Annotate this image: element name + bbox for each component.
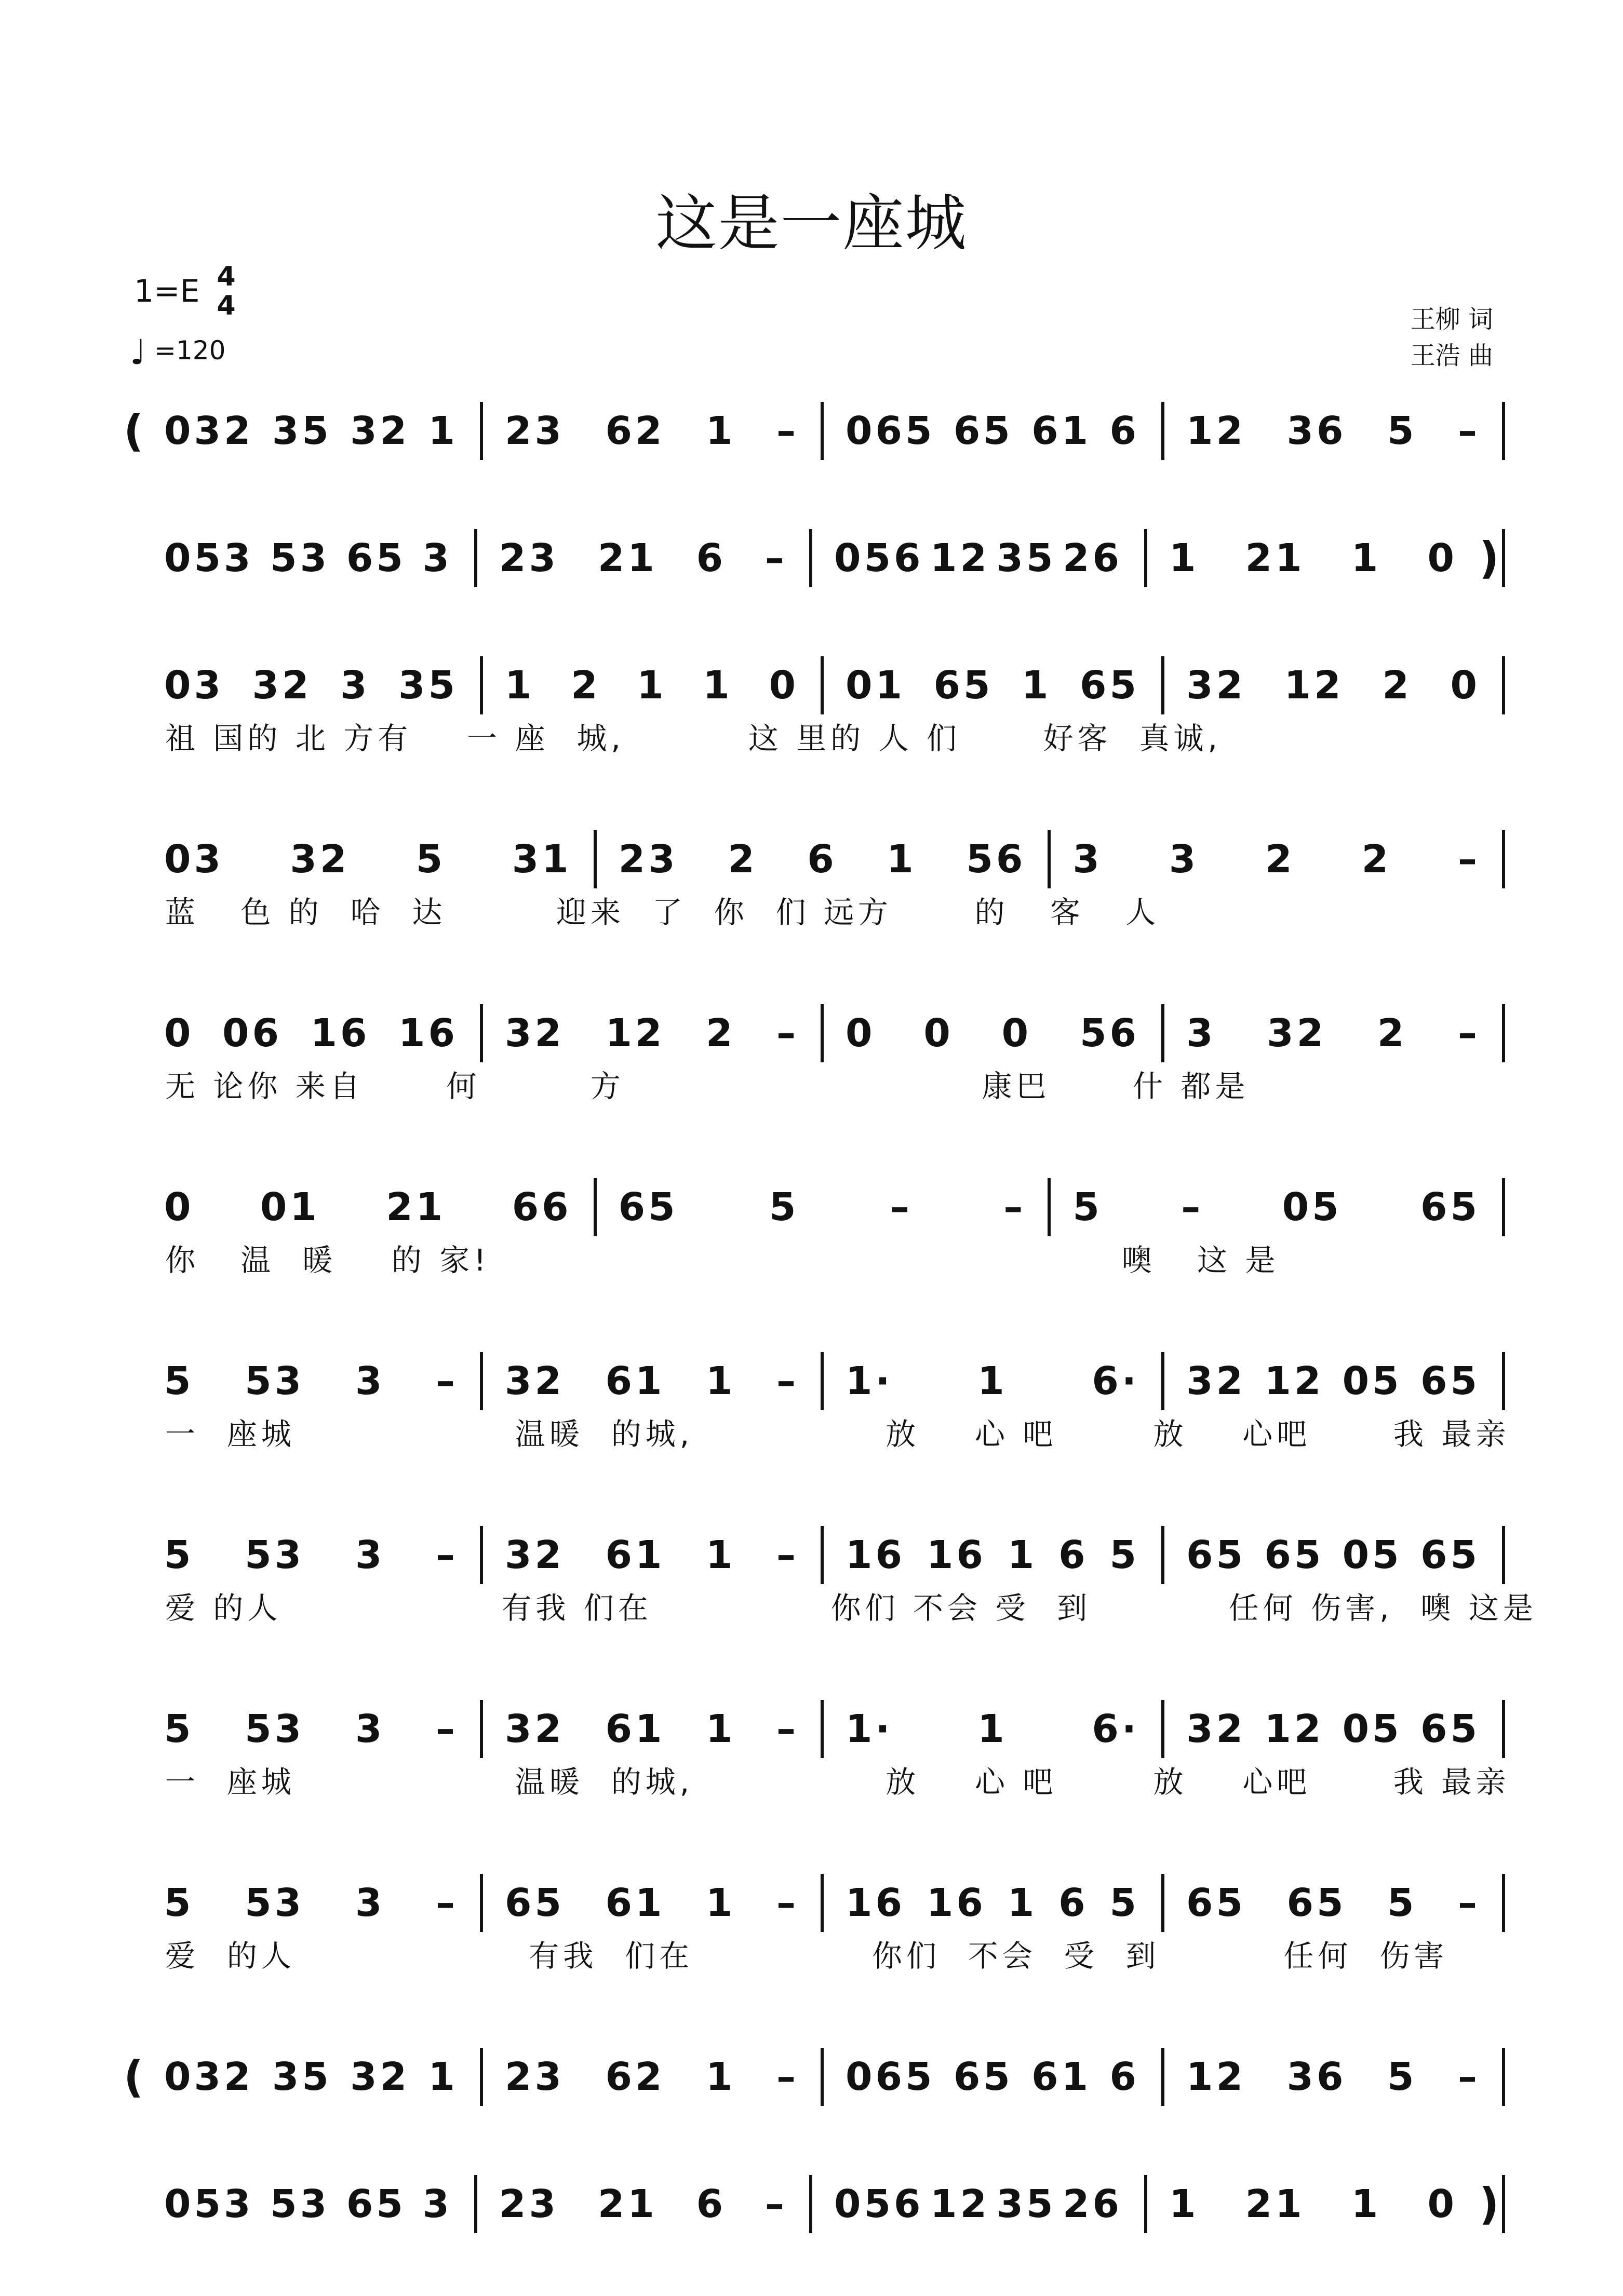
note-group: 1: [1007, 1533, 1038, 1577]
composer-credit: 王浩 曲: [1410, 341, 1493, 370]
lyrics-line: 一 座城 温暖 的城, 放 心 吧 放 心吧 我 最亲: [165, 1764, 1510, 1800]
open-parenthesis: (: [124, 406, 144, 456]
measure: [824, 409, 1161, 453]
measure: [824, 663, 1161, 708]
note-group: 1: [887, 837, 917, 882]
lyrics-line: 你 温 暖 的 家! 噢 这 是: [165, 1242, 1280, 1278]
note-group: 16: [926, 1881, 986, 1925]
lyrics-line: 祖 国的 北 方有 一 座 城, 这 里的 人 们 好客 真诚,: [165, 721, 1222, 756]
note-group: 6: [1109, 2055, 1139, 2099]
lyrics-line: 蓝 色 的 哈 达 迎来 了 你 们 远方 的 客 人: [165, 895, 1160, 930]
note-group: 32: [505, 1533, 565, 1577]
note-group: 1: [705, 1707, 736, 1751]
barline: [1502, 830, 1505, 888]
note-group: –: [1003, 1185, 1026, 1230]
note-group: –: [776, 409, 799, 453]
note-group: 3: [1169, 837, 1199, 882]
note-group: 1: [705, 1359, 736, 1403]
note-group: 6: [696, 2182, 727, 2226]
note-group: 0: [1450, 663, 1480, 708]
note-group: 5: [164, 1881, 194, 1925]
note-group: 65: [1420, 1533, 1480, 1577]
note-group: 1: [1022, 663, 1052, 708]
note-group: 6: [696, 536, 727, 580]
note-group: 61: [605, 1533, 665, 1577]
note-group: 21: [1245, 536, 1305, 580]
note-group: 3: [355, 1359, 385, 1403]
measure: [1147, 2182, 1479, 2226]
notation-system: [124, 1874, 1505, 1975]
barline: [1502, 656, 1505, 714]
note-group: 1: [705, 2055, 736, 2099]
note-group: 65: [953, 2055, 1013, 2099]
note-group: 32: [505, 1707, 565, 1751]
close-parenthesis: ): [1479, 533, 1499, 584]
note-group: 53: [245, 1707, 305, 1751]
open-parenthesis: (: [124, 2051, 144, 2102]
note-group: 32: [1186, 663, 1246, 708]
note-group: 3: [355, 1533, 385, 1577]
note-group: –: [776, 1881, 799, 1925]
note-group: 1: [428, 409, 458, 453]
note-group: 12: [1186, 409, 1246, 453]
note-group: 6·: [1092, 1707, 1139, 1751]
note-group: –: [776, 1707, 799, 1751]
measure: [1164, 1011, 1502, 1056]
measure: [483, 2055, 821, 2099]
note-group: 65: [618, 1185, 678, 1230]
note-group: 32: [1186, 1707, 1246, 1751]
note-group: 1: [1351, 536, 1381, 580]
music-line: [124, 1005, 1505, 1062]
note-group: –: [436, 1881, 458, 1925]
measure: [142, 837, 594, 882]
notation-system: [124, 1700, 1510, 1801]
note-group: 3: [1072, 837, 1103, 882]
note-group: 05: [1342, 1533, 1402, 1577]
note-group: 35: [272, 409, 332, 453]
note-group: 32: [350, 2055, 410, 2099]
note-group: 66: [512, 1185, 572, 1230]
measure: [483, 1359, 821, 1403]
measure: [824, 1533, 1161, 1577]
measure: [483, 1011, 821, 1056]
barline: [1502, 1178, 1505, 1236]
note-group: 32: [1267, 1011, 1327, 1056]
note-group: 65: [1080, 663, 1139, 708]
measure: [1051, 837, 1502, 882]
note-group: 35: [272, 2055, 332, 2099]
barline: [1502, 2175, 1505, 2233]
note-group: 03: [164, 837, 224, 882]
note-group: 23: [499, 536, 559, 580]
note-group: –: [765, 536, 787, 580]
measure: [824, 1881, 1161, 1925]
note-group: 5: [1109, 1533, 1139, 1577]
note-group: 1: [705, 1881, 736, 1925]
note-group: 53: [245, 1881, 305, 1925]
note-group: 5: [1387, 409, 1417, 453]
note-group: 0: [1001, 1011, 1032, 1056]
measure: [812, 2182, 1144, 2226]
note-group: 1: [1351, 2182, 1381, 2226]
music-line: [124, 402, 1505, 460]
note-group: 65: [346, 536, 406, 580]
note-group: 5: [164, 1707, 194, 1751]
note-group: 65: [953, 409, 1013, 453]
barline: [1502, 1526, 1505, 1584]
music-line: [124, 2176, 1505, 2233]
measure: [142, 1359, 480, 1403]
time-signature-bottom: 4: [217, 290, 236, 321]
note-group: 065: [846, 2055, 935, 2099]
measure: [824, 2055, 1161, 2099]
note-group: 12: [1264, 1707, 1324, 1751]
note-group: 12: [605, 1011, 665, 1056]
note-group: 1: [705, 1533, 736, 1577]
note-group: 2: [571, 663, 601, 708]
note-group: 32: [252, 663, 312, 708]
measure: [483, 1707, 821, 1751]
note-group: 0: [164, 1185, 194, 1230]
note-group: 3: [422, 536, 452, 580]
note-group: 0: [923, 1011, 954, 1056]
note-group: –: [776, 1011, 799, 1056]
note-group: 6: [1058, 1533, 1089, 1577]
note-group: 0: [846, 1011, 876, 1056]
tempo-marking: [130, 332, 225, 372]
note-group: 5: [164, 1359, 194, 1403]
note-group: 65: [933, 663, 994, 708]
measure: [1147, 536, 1479, 580]
note-group: 21: [597, 536, 658, 580]
measure: [142, 1533, 480, 1577]
note-group: –: [1458, 1011, 1480, 1056]
key-signature: [134, 262, 236, 320]
note-group: 21: [597, 2182, 658, 2226]
note-group: 2: [728, 837, 758, 882]
measure: [142, 2055, 480, 2099]
notation-system: [124, 402, 1505, 460]
note-group: 61: [1031, 409, 1092, 453]
barline: [1502, 1004, 1505, 1062]
notation-system: [124, 2176, 1505, 2233]
barline: [1502, 1700, 1505, 1758]
note-group: 35: [996, 536, 1056, 580]
measure: [142, 536, 474, 580]
music-line: [124, 530, 1505, 587]
note-group: 5: [1072, 1185, 1103, 1230]
note-group: 32: [1186, 1359, 1246, 1403]
note-group: 0: [769, 663, 799, 708]
note-group: 53: [245, 1533, 305, 1577]
note-group: 5: [415, 837, 446, 882]
note-group: 23: [618, 837, 678, 882]
note-group: 056: [834, 536, 924, 580]
note-group: 6: [1109, 409, 1139, 453]
note-group: 01: [260, 1185, 320, 1230]
note-group: 01: [846, 663, 905, 708]
note-group: 1: [977, 1359, 1008, 1403]
lyrics-line: 爱 的人 有我 们在 你们 不会 受 到 任何 伤害: [165, 1938, 1448, 1974]
note-group: 65: [1186, 1881, 1246, 1925]
note-group: 2: [1361, 837, 1392, 882]
note-group: 1: [1169, 2182, 1199, 2226]
note-group: 1: [505, 663, 535, 708]
note-group: –: [765, 2182, 787, 2226]
note-group: 5: [164, 1533, 194, 1577]
note-group: 03: [164, 663, 224, 708]
note-group: 053: [164, 536, 254, 580]
key-label: 1=E: [134, 273, 200, 309]
barline: [1502, 529, 1505, 587]
note-group: –: [776, 1359, 799, 1403]
measure: [812, 536, 1144, 580]
note-group: 3: [1186, 1011, 1216, 1056]
notation-system: [124, 1353, 1510, 1453]
barline: [1502, 1352, 1505, 1410]
note-group: 1: [703, 663, 733, 708]
measure: [597, 1185, 1048, 1230]
measure: [483, 1881, 821, 1925]
notation-system: [124, 530, 1505, 587]
note-group: 23: [505, 409, 565, 453]
measure: [142, 1011, 480, 1056]
note-group: 35: [996, 2182, 1056, 2226]
note-group: 2: [705, 1011, 736, 1056]
note-group: 36: [1286, 409, 1347, 453]
note-group: 05: [1342, 1359, 1402, 1403]
close-parenthesis: ): [1479, 2179, 1499, 2230]
note-group: 56: [966, 837, 1026, 882]
note-group: 65: [1264, 1533, 1324, 1577]
measure: [142, 1185, 594, 1230]
note-group: 065: [846, 409, 935, 453]
note-group: 62: [605, 409, 665, 453]
measure: [142, 1881, 480, 1925]
note-group: 1: [1007, 1881, 1038, 1925]
note-group: 056: [834, 2182, 924, 2226]
note-group: 16: [846, 1533, 905, 1577]
measure: [1164, 2055, 1502, 2099]
note-group: 032: [164, 2055, 254, 2099]
note-group: 65: [1186, 1533, 1246, 1577]
note-group: –: [1457, 409, 1480, 453]
note-group: –: [1457, 2055, 1480, 2099]
lyricist-credit: 王柳 词: [1410, 305, 1493, 334]
note-group: 1: [977, 1707, 1008, 1751]
note-group: 26: [1062, 2182, 1122, 2226]
note-group: 053: [164, 2182, 254, 2226]
note-group: 16: [846, 1881, 905, 1925]
measure: [1164, 409, 1502, 453]
note-group: 65: [1286, 1881, 1347, 1925]
music-line: [124, 657, 1505, 714]
note-group: 61: [605, 1881, 665, 1925]
measure: [824, 1011, 1161, 1056]
measure: [142, 2182, 474, 2226]
note-group: 53: [270, 536, 330, 580]
note-group: 1·: [846, 1359, 893, 1403]
note-group: 65: [505, 1881, 565, 1925]
barline: [1502, 2048, 1505, 2106]
measure: [1164, 1881, 1502, 1925]
note-group: 1·: [846, 1707, 893, 1751]
note-group: 61: [605, 1707, 665, 1751]
note-group: 21: [1245, 2182, 1305, 2226]
note-group: 16: [310, 1011, 370, 1056]
measure: [483, 1533, 821, 1577]
note-group: 5: [1109, 1881, 1139, 1925]
note-group: –: [776, 2055, 799, 2099]
note-group: 32: [290, 837, 350, 882]
measure: [1164, 1533, 1502, 1577]
music-line: [124, 1353, 1505, 1410]
measure: [142, 663, 480, 708]
note-group: 61: [605, 1359, 665, 1403]
note-group: 2: [1265, 837, 1295, 882]
notation-system: [124, 657, 1505, 758]
measure: [1164, 663, 1502, 708]
note-group: 0: [164, 1011, 194, 1056]
note-group: 65: [1420, 1359, 1480, 1403]
measure: [142, 409, 480, 453]
note-group: 31: [512, 837, 572, 882]
tempo-value: =120: [154, 335, 226, 366]
note-group: 36: [1286, 2055, 1347, 2099]
note-group: 0: [1427, 536, 1457, 580]
note-group: 65: [346, 2182, 406, 2226]
note-group: 6: [1058, 1881, 1089, 1925]
notation-system: [124, 831, 1505, 931]
note-group: –: [436, 1359, 458, 1403]
time-signature-top: 4: [217, 261, 236, 292]
notation-system: [124, 2048, 1505, 2105]
note-group: 3: [355, 1707, 385, 1751]
time-signature: [217, 262, 235, 320]
music-line: [124, 2048, 1505, 2105]
note-group: 2: [1382, 663, 1412, 708]
note-group: 3: [355, 1881, 385, 1925]
note-group: 5: [1387, 2055, 1417, 2099]
note-group: 2: [1377, 1011, 1407, 1056]
note-group: 12: [1264, 1359, 1324, 1403]
measure: [824, 1707, 1161, 1751]
measure: [1164, 1359, 1502, 1403]
note-group: 53: [245, 1359, 305, 1403]
note-group: 16: [398, 1011, 458, 1056]
lyrics-line: 无 论你 来自 何 方 康巴 什 都是: [165, 1069, 1250, 1104]
barline: [1502, 402, 1505, 460]
note-group: 5: [769, 1185, 799, 1230]
note-group: –: [776, 1533, 799, 1577]
music-line: [124, 1874, 1505, 1932]
note-group: 1: [705, 409, 736, 453]
measure: [483, 409, 821, 453]
note-group: –: [436, 1707, 458, 1751]
note-group: 3: [422, 2182, 452, 2226]
lyrics-line: 爱 的人 有我 们在 你们 不会 受 到 任何 伤害, 噢 这是: [165, 1590, 1537, 1626]
music-line: [124, 831, 1505, 888]
note-group: 65: [1420, 1185, 1480, 1230]
notation-system: [124, 1527, 1537, 1627]
measure: [477, 536, 809, 580]
note-group: 35: [398, 663, 458, 708]
measure: [142, 1707, 480, 1751]
barline: [1502, 1874, 1505, 1932]
notation-system: [124, 1179, 1505, 1279]
note-group: 032: [164, 409, 254, 453]
note-group: 62: [605, 2055, 665, 2099]
measure: [477, 2182, 809, 2226]
note-group: 1: [637, 663, 667, 708]
measure: [1164, 1707, 1502, 1751]
note-group: 12: [1284, 663, 1344, 708]
note-group: 1: [1169, 536, 1199, 580]
music-line: [124, 1700, 1505, 1758]
quarter-note-icon: ♩: [130, 332, 146, 372]
note-group: 6·: [1092, 1359, 1139, 1403]
note-group: 0: [1427, 2182, 1457, 2226]
measure: [824, 1359, 1161, 1403]
note-group: 12: [930, 536, 990, 580]
note-group: –: [1457, 1881, 1480, 1925]
note-group: –: [1457, 837, 1480, 882]
note-group: 16: [926, 1533, 986, 1577]
note-group: 53: [270, 2182, 330, 2226]
measure: [483, 663, 821, 708]
note-group: 65: [1420, 1707, 1480, 1751]
music-line: [124, 1179, 1505, 1236]
note-group: 61: [1031, 2055, 1092, 2099]
note-group: 23: [499, 2182, 559, 2226]
note-group: –: [436, 1533, 458, 1577]
note-group: 06: [222, 1011, 282, 1056]
note-group: –: [890, 1185, 913, 1230]
note-group: 3: [340, 663, 370, 708]
note-group: 05: [1282, 1185, 1342, 1230]
music-line: [124, 1527, 1505, 1584]
note-group: 1: [428, 2055, 458, 2099]
note-group: 21: [386, 1185, 446, 1230]
note-group: 32: [505, 1011, 565, 1056]
measure: [597, 837, 1048, 882]
note-group: 05: [1342, 1707, 1402, 1751]
credits: [1411, 301, 1493, 374]
note-group: 23: [505, 2055, 565, 2099]
lyrics-line: 一 座城 温暖 的城, 放 心 吧 放 心吧 我 最亲: [165, 1416, 1510, 1452]
note-group: 5: [1387, 1881, 1417, 1925]
page-title: 这是一座城: [655, 187, 968, 259]
note-group: 26: [1062, 536, 1122, 580]
note-group: 32: [350, 409, 410, 453]
note-group: 12: [930, 2182, 990, 2226]
note-group: –: [1181, 1185, 1204, 1230]
note-group: 32: [505, 1359, 565, 1403]
measure: [1051, 1185, 1502, 1230]
note-group: 6: [807, 837, 837, 882]
notation-system: [124, 1005, 1505, 1105]
note-group: 56: [1079, 1011, 1139, 1056]
note-group: 12: [1186, 2055, 1246, 2099]
